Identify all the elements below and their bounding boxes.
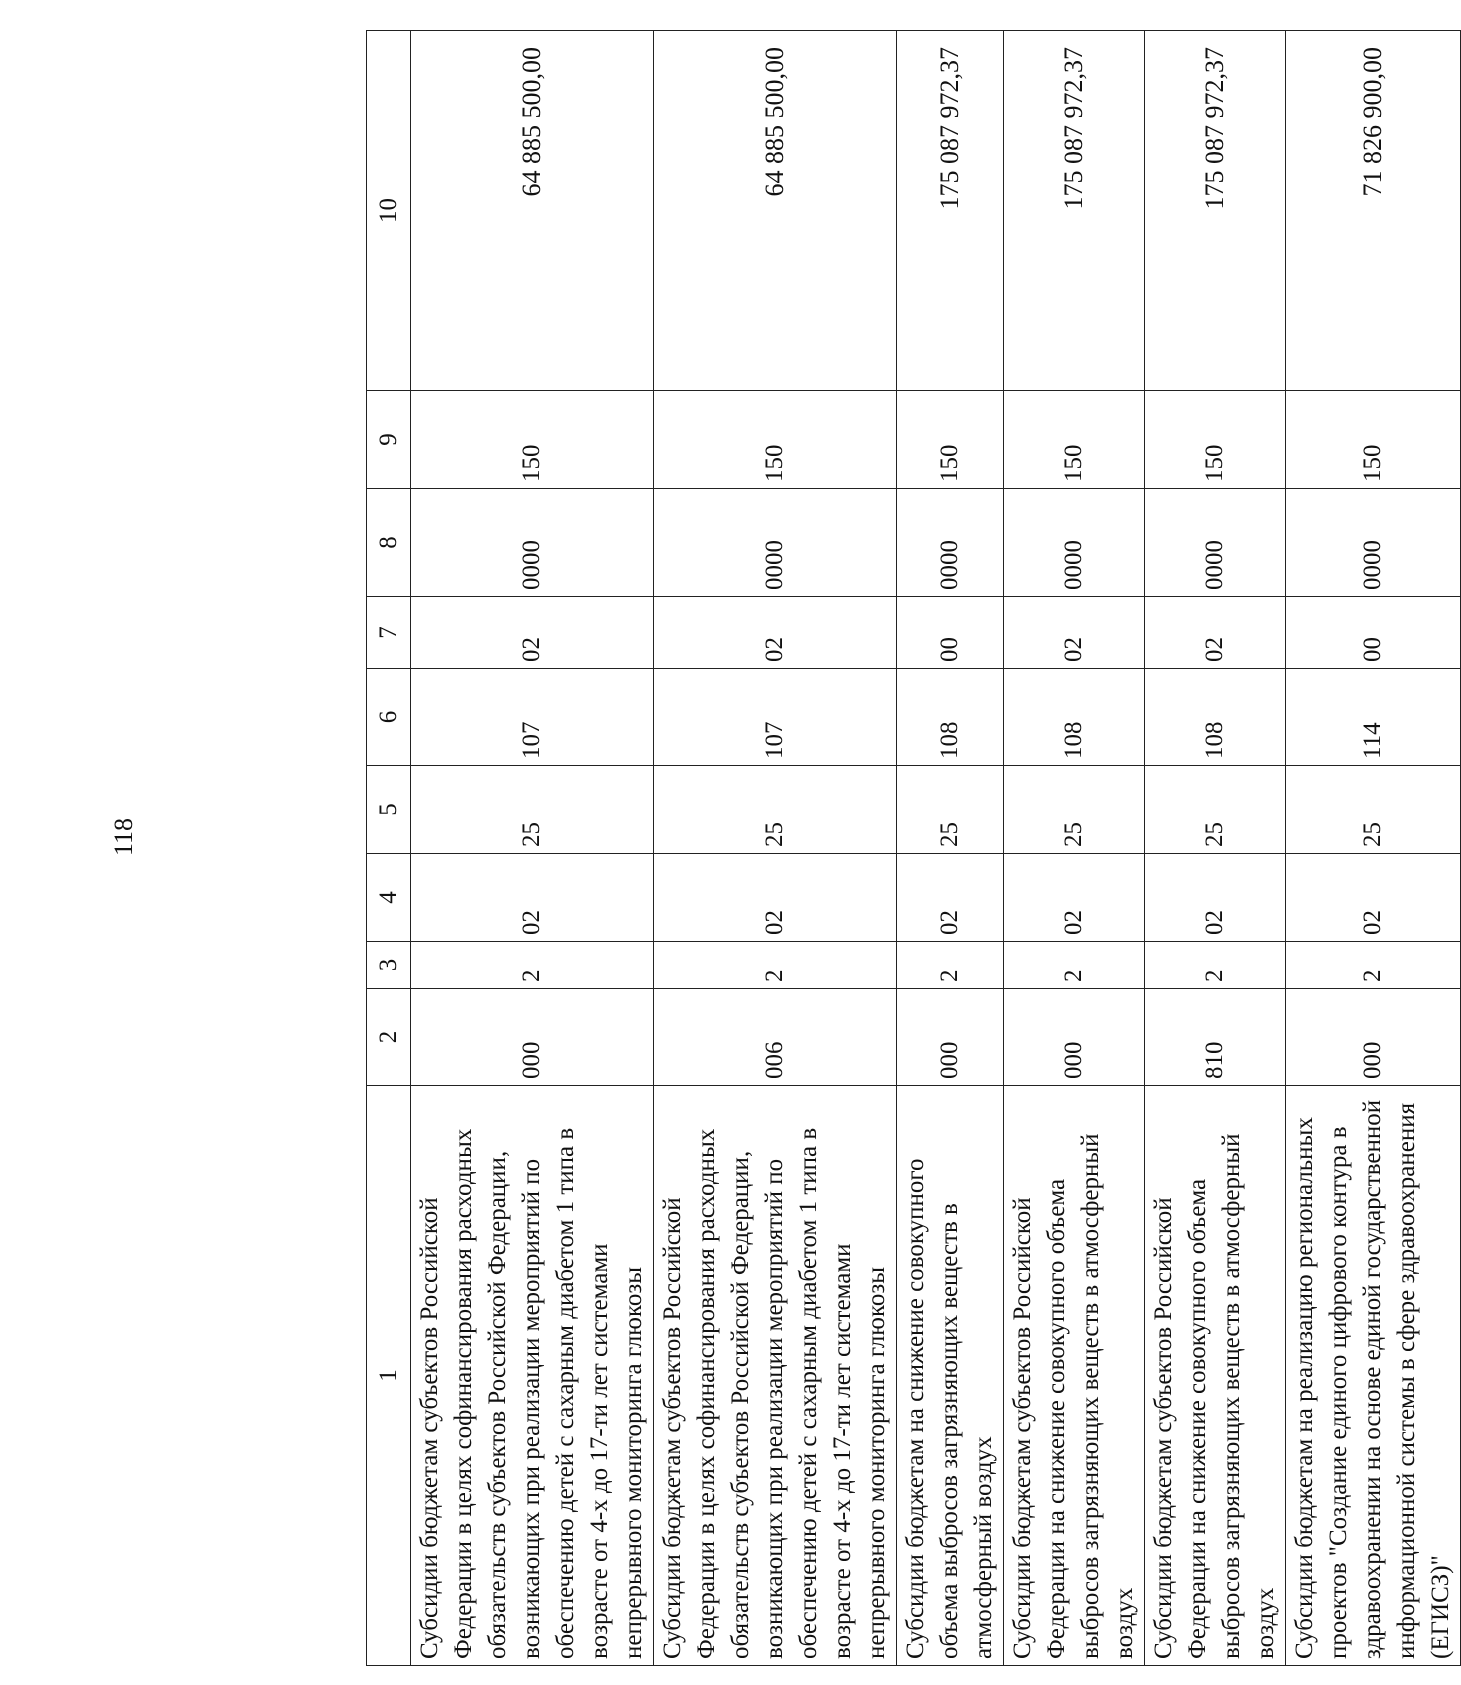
code-cell: 25 bbox=[654, 766, 897, 854]
code-cell: 2 bbox=[1145, 942, 1286, 989]
code-cell: 108 bbox=[897, 669, 1004, 766]
code-cell: 02 bbox=[1286, 854, 1461, 942]
code-cell: 006 bbox=[654, 989, 897, 1086]
code-cell: 25 bbox=[1286, 766, 1461, 854]
code-cell: 150 bbox=[1286, 391, 1461, 489]
header-cell: 4 bbox=[367, 854, 411, 942]
table-row bbox=[897, 31, 1004, 1666]
code-cell: 114 bbox=[1286, 669, 1461, 766]
code-cell: 02 bbox=[411, 597, 654, 669]
table-row bbox=[1004, 31, 1145, 1666]
code-cell: 2 bbox=[1004, 942, 1145, 989]
table-row bbox=[411, 31, 654, 1666]
budget-table bbox=[366, 30, 1461, 1666]
header-row bbox=[367, 31, 411, 1666]
code-cell: 00 bbox=[897, 597, 1004, 669]
header-cell: 3 bbox=[367, 942, 411, 989]
code-cell: 0000 bbox=[654, 489, 897, 597]
row-description: Субсидии бюджетам на реализацию региональных проектов "Создание единого цифрового контура в здравоохранении на основе единой государственной информационной системы в сфере здравоохранения (ЕГИСЗ)" bbox=[1286, 1086, 1461, 1666]
header-cell: 10 bbox=[367, 31, 411, 391]
table-row bbox=[1145, 31, 1286, 1666]
header-cell: 2 bbox=[367, 989, 411, 1086]
row-description: Субсидии бюджетам субъектов Российской Федерации на снижение совокупного объема выбросов загрязняющих веществ в атмосферный воздух bbox=[1004, 1086, 1145, 1666]
code-cell: 150 bbox=[411, 391, 654, 489]
amount-cell: 175 087 972,37 bbox=[897, 31, 1004, 391]
row-description: Субсидии бюджетам субъектов Российской Федерации на снижение совокупного объема выбросов загрязняющих веществ в атмосферный воздух bbox=[1145, 1086, 1286, 1666]
amount-cell: 71 826 900,00 bbox=[1286, 31, 1461, 391]
code-cell: 108 bbox=[1004, 669, 1145, 766]
code-cell: 0000 bbox=[1145, 489, 1286, 597]
code-cell: 150 bbox=[1145, 391, 1286, 489]
code-cell: 02 bbox=[654, 854, 897, 942]
code-cell: 25 bbox=[1145, 766, 1286, 854]
code-cell: 02 bbox=[1145, 854, 1286, 942]
amount-cell: 175 087 972,37 bbox=[1145, 31, 1286, 391]
code-cell: 000 bbox=[411, 989, 654, 1086]
code-cell: 00 bbox=[1286, 597, 1461, 669]
amount-cell: 64 885 500,00 bbox=[411, 31, 654, 391]
row-description: Субсидии бюджетам субъектов Российской Федерации в целях софинансирования расходных обязательств субъектов Российской Федерации, возникающих при реализации мероприятий по обеспечению детей с сахарным диабетом 1 типа в возрасте от 4-х до 17-ти лет системами непрерывного мониторинга глюкозы bbox=[411, 1086, 654, 1666]
code-cell: 000 bbox=[897, 989, 1004, 1086]
code-cell: 810 bbox=[1145, 989, 1286, 1086]
header-cell: 8 bbox=[367, 489, 411, 597]
table-row bbox=[654, 31, 897, 1666]
code-cell: 2 bbox=[411, 942, 654, 989]
page-number: 118 bbox=[109, 817, 138, 857]
code-cell: 150 bbox=[1004, 391, 1145, 489]
code-cell: 0000 bbox=[897, 489, 1004, 597]
code-cell: 02 bbox=[1004, 597, 1145, 669]
header-cell: 1 bbox=[367, 1086, 411, 1666]
code-cell: 0000 bbox=[1004, 489, 1145, 597]
rotated-table-wrapper bbox=[366, 31, 1454, 1666]
code-cell: 2 bbox=[897, 942, 1004, 989]
code-cell: 000 bbox=[1004, 989, 1145, 1086]
row-description: Субсидии бюджетам на снижение совокупного объема выбросов загрязняющих веществ в атмосферный воздух bbox=[897, 1086, 1004, 1666]
header-cell: 7 bbox=[367, 597, 411, 669]
code-cell: 02 bbox=[411, 854, 654, 942]
code-cell: 107 bbox=[411, 669, 654, 766]
code-cell: 02 bbox=[897, 854, 1004, 942]
code-cell: 000 bbox=[1286, 989, 1461, 1086]
header-cell: 9 bbox=[367, 391, 411, 489]
code-cell: 02 bbox=[1004, 854, 1145, 942]
code-cell: 25 bbox=[411, 766, 654, 854]
code-cell: 150 bbox=[654, 391, 897, 489]
amount-cell: 175 087 972,37 bbox=[1004, 31, 1145, 391]
amount-cell: 64 885 500,00 bbox=[654, 31, 897, 391]
code-cell: 25 bbox=[897, 766, 1004, 854]
code-cell: 107 bbox=[654, 669, 897, 766]
code-cell: 2 bbox=[1286, 942, 1461, 989]
code-cell: 25 bbox=[1004, 766, 1145, 854]
code-cell: 0000 bbox=[411, 489, 654, 597]
header-cell: 5 bbox=[367, 766, 411, 854]
table-row bbox=[1286, 31, 1461, 1666]
code-cell: 0000 bbox=[1286, 489, 1461, 597]
code-cell: 02 bbox=[654, 597, 897, 669]
code-cell: 02 bbox=[1145, 597, 1286, 669]
code-cell: 2 bbox=[654, 942, 897, 989]
code-cell: 150 bbox=[897, 391, 1004, 489]
row-description: Субсидии бюджетам субъектов Российской Федерации в целях софинансирования расходных обязательств субъектов Российской Федерации, возникающих при реализации мероприятий по обеспечению детей с сахарным диабетом 1 типа в возрасте от 4-х до 17-ти лет системами непрерывного мониторинга глюкозы bbox=[654, 1086, 897, 1666]
code-cell: 108 bbox=[1145, 669, 1286, 766]
header-cell: 6 bbox=[367, 669, 411, 766]
